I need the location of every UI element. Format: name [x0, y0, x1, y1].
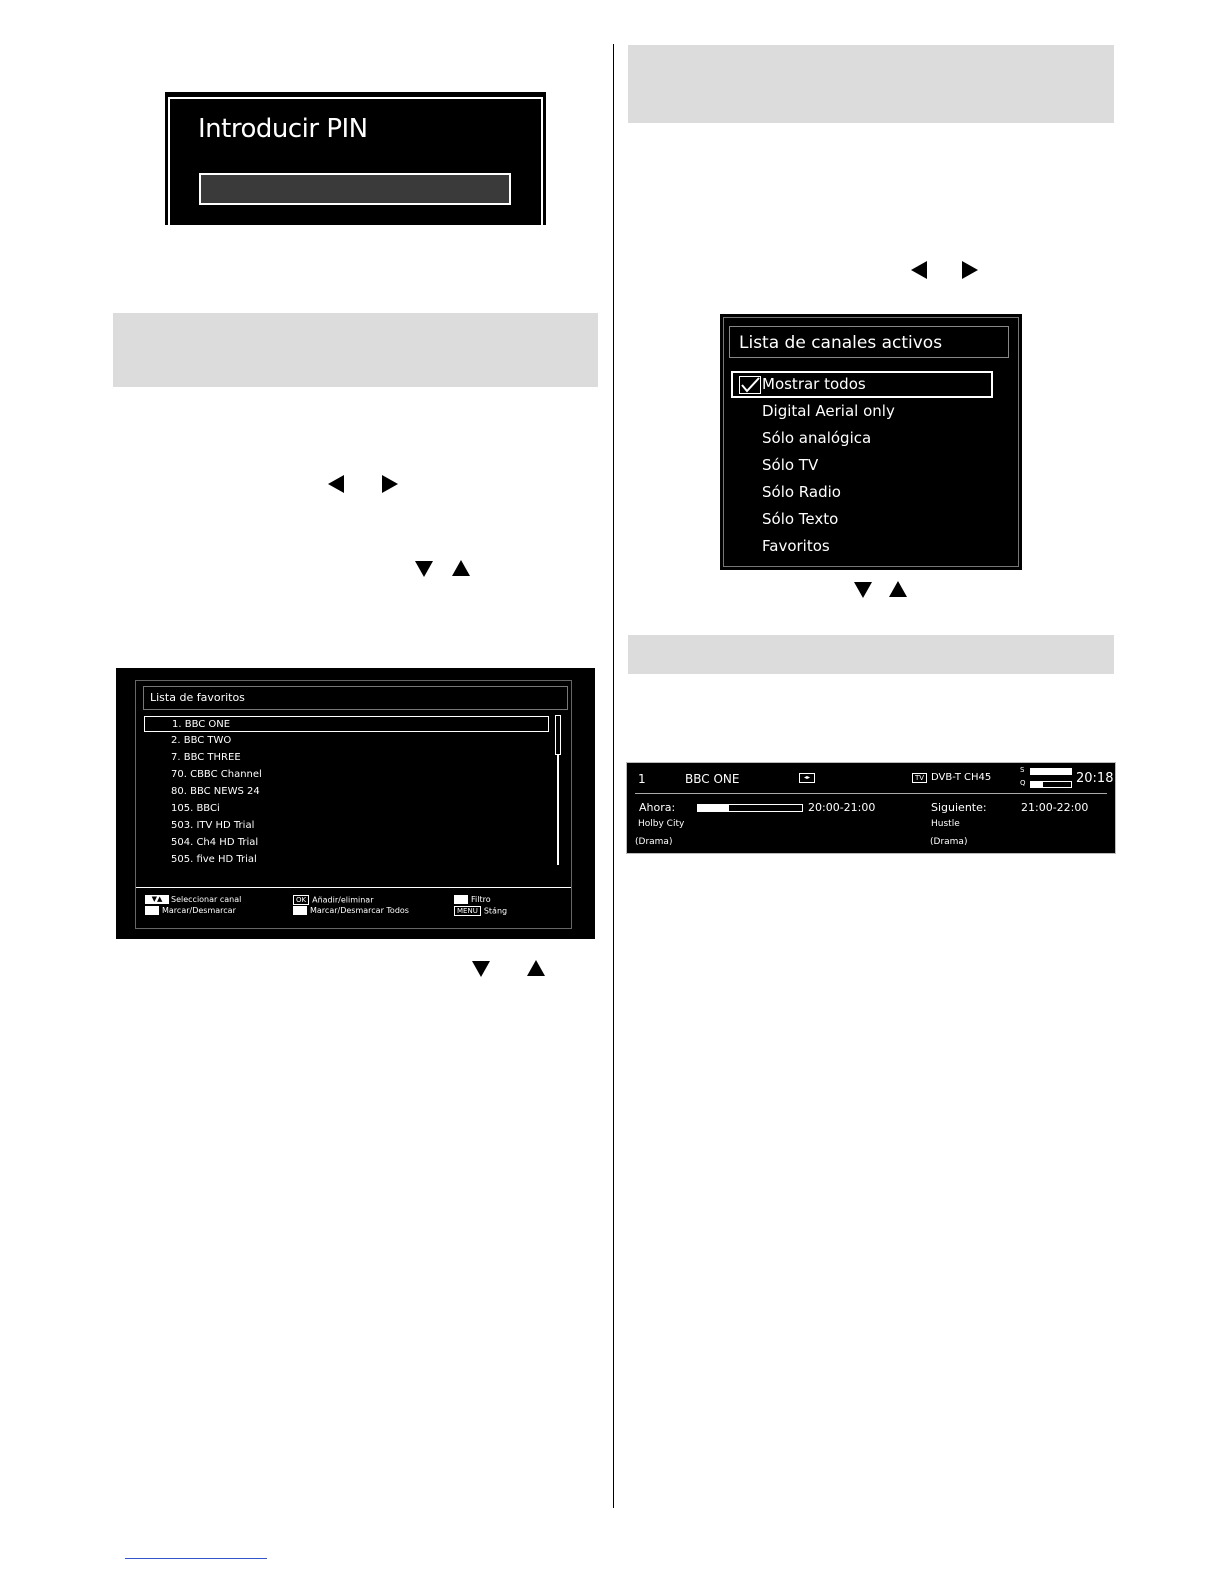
broadcast-type: DVB-T	[931, 772, 962, 783]
checkmark-icon[interactable]	[739, 376, 761, 394]
legend-filter: Filtro	[454, 895, 491, 904]
pin-input[interactable]	[199, 173, 511, 205]
legend-mark-unmark-all: Marcar/Desmarcar Todos	[293, 906, 409, 915]
down-arrow-icon	[415, 561, 433, 577]
menu-key-icon: MENU	[454, 906, 481, 916]
legend-add-remove: OK Añadir/eliminar	[293, 895, 373, 905]
filter-option[interactable]: Sólo analógica	[762, 429, 872, 447]
color-key-icon	[454, 895, 468, 904]
right-arrow-icon	[962, 261, 978, 279]
filter-option[interactable]: Sólo Radio	[762, 483, 841, 501]
filter-option[interactable]: Sólo TV	[762, 456, 819, 474]
filter-option[interactable]: Digital Aerial only	[762, 402, 895, 420]
down-arrow-icon	[854, 582, 872, 598]
banner-divider	[635, 793, 1107, 794]
up-arrow-icon	[527, 960, 545, 976]
section-heading-band	[628, 45, 1114, 123]
up-arrow-icon	[889, 581, 907, 597]
legend-select-channel: ▼▲ Seleccionar canal	[145, 895, 241, 904]
up-down-keys-icon: ▼▲	[145, 895, 169, 904]
program-progress-bar	[697, 804, 803, 812]
channel-label: 503. ITV HD Trial	[171, 820, 255, 831]
channel-label: 7. BBC THREE	[171, 752, 241, 763]
channel-row[interactable]	[144, 784, 549, 800]
next-program: Hustle	[931, 819, 960, 829]
channel-row[interactable]	[144, 716, 549, 732]
signal-quality-label: Q	[1020, 779, 1026, 787]
favorites-list-title: Lista de favoritos	[150, 691, 245, 704]
channel-row[interactable]	[144, 818, 549, 834]
right-arrow-icon	[382, 475, 398, 493]
now-label: Ahora:	[639, 801, 676, 814]
legend-exit: MENU Stáng	[454, 906, 507, 916]
column-divider	[613, 44, 614, 1508]
channel-label: 70. CBBC Channel	[171, 769, 262, 780]
legend-mark-unmark: Marcar/Desmarcar	[145, 906, 236, 915]
footnote-rule	[125, 1558, 267, 1559]
signal-strength-bar	[1030, 768, 1072, 775]
signal-quality-bar	[1030, 781, 1072, 788]
channel-frequency: CH45	[964, 772, 992, 783]
color-key-icon	[145, 906, 159, 915]
now-genre: (Drama)	[635, 837, 673, 847]
legend-divider	[136, 887, 571, 888]
channel-label: 105. BBCi	[171, 803, 220, 814]
channel-row[interactable]	[144, 852, 549, 868]
channel-row[interactable]	[144, 835, 549, 851]
color-key-icon	[293, 906, 307, 915]
left-arrow-icon	[911, 261, 927, 279]
favorites-list-header	[143, 686, 568, 710]
next-genre: (Drama)	[930, 837, 968, 847]
channel-label: 1. BBC ONE	[172, 719, 231, 730]
favorites-list-panel	[116, 668, 595, 939]
channel-row[interactable]	[144, 767, 549, 783]
scrollbar-thumb[interactable]	[555, 715, 561, 755]
favorites-list-frame	[135, 680, 572, 929]
channel-name: BBC ONE	[685, 772, 740, 786]
channel-number: 1	[638, 772, 646, 786]
tv-badge-icon: TV	[912, 773, 927, 783]
audio-icon: ◂▸	[799, 773, 815, 783]
pin-dialog-title: Introducir PIN	[198, 114, 368, 144]
channel-label: 80. BBC NEWS 24	[171, 786, 260, 797]
channel-row[interactable]	[144, 733, 549, 749]
next-time: 21:00-22:00	[1021, 801, 1089, 814]
active-channels-panel	[720, 314, 1022, 570]
filter-option[interactable]: Favoritos	[762, 537, 830, 555]
left-arrow-icon	[328, 475, 344, 493]
clock: 20:18	[1076, 771, 1114, 786]
next-label: Siguiente:	[931, 801, 987, 814]
channel-row[interactable]	[144, 750, 549, 766]
channel-label: 505. five HD Trial	[171, 854, 257, 865]
pin-dialog	[165, 92, 546, 225]
now-time: 20:00-21:00	[808, 801, 876, 814]
active-channels-title: Lista de canales activos	[739, 333, 943, 353]
filter-option[interactable]: Mostrar todos	[762, 375, 866, 393]
filter-option[interactable]: Sólo Texto	[762, 510, 839, 528]
channel-label: 2. BBC TWO	[171, 735, 232, 746]
section-heading-band	[113, 313, 598, 387]
channel-label: 504. Ch4 HD Trial	[171, 837, 259, 848]
down-arrow-icon	[472, 961, 490, 977]
up-arrow-icon	[452, 560, 470, 576]
ok-key-icon: OK	[293, 895, 309, 905]
now-program: Holby City	[638, 819, 685, 829]
channel-row[interactable]	[144, 801, 549, 817]
active-channels-header	[729, 326, 1009, 358]
signal-strength-label: S	[1020, 766, 1025, 774]
section-heading-band	[628, 635, 1114, 674]
info-banner	[626, 762, 1116, 854]
